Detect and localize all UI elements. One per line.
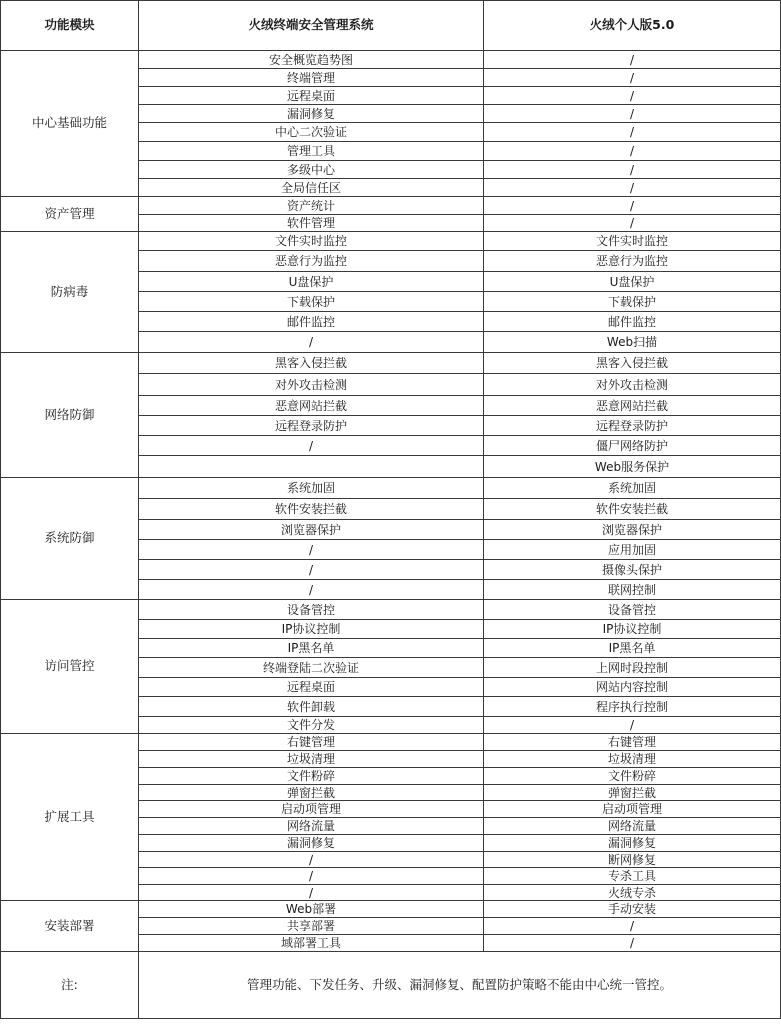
enterprise-feature-cell: 远程桌面 [139, 87, 484, 105]
enterprise-feature-cell: 文件粉碎 [139, 768, 484, 785]
personal-feature-cell: / [484, 197, 781, 215]
enterprise-feature-cell: 设备管控 [139, 600, 484, 620]
enterprise-feature-cell [139, 456, 484, 478]
enterprise-feature-cell: 文件分发 [139, 717, 484, 734]
enterprise-feature-cell: 系统加固 [139, 478, 484, 499]
enterprise-feature-cell: 恶意网站拦截 [139, 396, 484, 416]
enterprise-feature-cell: 对外攻击检测 [139, 374, 484, 396]
personal-feature-cell: 僵尸网络防护 [484, 436, 781, 456]
enterprise-feature-cell: IP协议控制 [139, 620, 484, 639]
header-personal: 火绒个人版5.0 [484, 1, 781, 51]
personal-feature-cell: 网站内容控制 [484, 678, 781, 697]
table-row [1, 901, 781, 918]
personal-feature-cell: / [484, 179, 781, 197]
enterprise-feature-cell: / [139, 868, 484, 885]
enterprise-feature-cell: / [139, 885, 484, 901]
personal-feature-cell: 应用加固 [484, 540, 781, 560]
personal-feature-cell: 断网修复 [484, 852, 781, 868]
enterprise-feature-cell: / [139, 580, 484, 600]
enterprise-feature-cell: 浏览器保护 [139, 520, 484, 540]
personal-feature-cell: 程序执行控制 [484, 697, 781, 717]
personal-feature-cell: Web扫描 [484, 332, 781, 353]
enterprise-feature-cell: U盘保护 [139, 272, 484, 292]
personal-feature-cell: 下载保护 [484, 292, 781, 312]
personal-feature-cell: / [484, 105, 781, 123]
table-row [1, 600, 781, 620]
personal-feature-cell: 网络流量 [484, 818, 781, 835]
enterprise-feature-cell: 黑客入侵拦截 [139, 353, 484, 374]
table-row [1, 353, 781, 374]
enterprise-feature-cell: 垃圾清理 [139, 751, 484, 768]
module-cell: 扩展工具 [1, 734, 139, 901]
enterprise-feature-cell: Web部署 [139, 901, 484, 918]
personal-feature-cell: 浏览器保护 [484, 520, 781, 540]
personal-feature-cell: 垃圾清理 [484, 751, 781, 768]
personal-feature-cell: IP协议控制 [484, 620, 781, 639]
enterprise-feature-cell: 远程登录防护 [139, 416, 484, 436]
table-row [1, 51, 781, 69]
personal-feature-cell: 软件安装拦截 [484, 499, 781, 520]
personal-feature-cell: / [484, 51, 781, 69]
enterprise-feature-cell: 软件安装拦截 [139, 499, 484, 520]
personal-feature-cell: / [484, 717, 781, 734]
enterprise-feature-cell: 启动项管理 [139, 801, 484, 818]
enterprise-feature-cell: 漏洞修复 [139, 105, 484, 123]
module-cell: 防病毒 [1, 232, 139, 353]
personal-feature-cell: 系统加固 [484, 478, 781, 499]
enterprise-feature-cell: 软件卸载 [139, 697, 484, 717]
personal-feature-cell: 恶意网站拦截 [484, 396, 781, 416]
personal-feature-cell: / [484, 87, 781, 105]
note-text: 管理功能、下发任务、升级、漏洞修复、配置防护策略不能由中心统一管控。 [139, 952, 781, 1019]
enterprise-feature-cell: / [139, 852, 484, 868]
note-row [1, 952, 781, 1019]
personal-feature-cell: 火绒专杀 [484, 885, 781, 901]
personal-feature-cell: 专杀工具 [484, 868, 781, 885]
module-cell: 网络防御 [1, 353, 139, 478]
personal-feature-cell: / [484, 215, 781, 232]
personal-feature-cell: IP黑名单 [484, 639, 781, 658]
personal-feature-cell: 右键管理 [484, 734, 781, 751]
personal-feature-cell: 文件粉碎 [484, 768, 781, 785]
table-row [1, 197, 781, 215]
personal-feature-cell: U盘保护 [484, 272, 781, 292]
personal-feature-cell: 远程登录防护 [484, 416, 781, 436]
personal-feature-cell: 联网控制 [484, 580, 781, 600]
enterprise-feature-cell: 中心二次验证 [139, 123, 484, 142]
enterprise-feature-cell: 安全概览趋势图 [139, 51, 484, 69]
personal-feature-cell: / [484, 123, 781, 142]
enterprise-feature-cell: 终端登陆二次验证 [139, 658, 484, 678]
personal-feature-cell: / [484, 918, 781, 935]
personal-feature-cell: 邮件监控 [484, 312, 781, 332]
enterprise-feature-cell: / [139, 540, 484, 560]
table-body [1, 51, 781, 1019]
personal-feature-cell: 漏洞修复 [484, 835, 781, 852]
enterprise-feature-cell: 恶意行为监控 [139, 251, 484, 272]
personal-feature-cell: / [484, 142, 781, 161]
module-cell: 中心基础功能 [1, 51, 139, 197]
table-row [1, 478, 781, 499]
enterprise-feature-cell: 漏洞修复 [139, 835, 484, 852]
note-label: 注: [1, 952, 139, 1019]
enterprise-feature-cell: 文件实时监控 [139, 232, 484, 251]
enterprise-feature-cell: 软件管理 [139, 215, 484, 232]
enterprise-feature-cell: 邮件监控 [139, 312, 484, 332]
enterprise-feature-cell: 下载保护 [139, 292, 484, 312]
enterprise-feature-cell: / [139, 560, 484, 580]
personal-feature-cell: 对外攻击检测 [484, 374, 781, 396]
personal-feature-cell: 摄像头保护 [484, 560, 781, 580]
header-module: 功能模块 [1, 1, 139, 51]
enterprise-feature-cell: 管理工具 [139, 142, 484, 161]
enterprise-feature-cell: 多级中心 [139, 161, 484, 179]
personal-feature-cell: / [484, 69, 781, 87]
enterprise-feature-cell: 共享部署 [139, 918, 484, 935]
module-cell: 资产管理 [1, 197, 139, 232]
personal-feature-cell: / [484, 161, 781, 179]
header-row [1, 1, 781, 51]
personal-feature-cell: 文件实时监控 [484, 232, 781, 251]
personal-feature-cell: 弹窗拦截 [484, 785, 781, 801]
personal-feature-cell: 手动安装 [484, 901, 781, 918]
enterprise-feature-cell: / [139, 436, 484, 456]
personal-feature-cell: / [484, 935, 781, 952]
enterprise-feature-cell: 弹窗拦截 [139, 785, 484, 801]
module-cell: 安装部署 [1, 901, 139, 952]
header-enterprise: 火绒终端安全管理系统 [139, 1, 484, 51]
enterprise-feature-cell: IP黑名单 [139, 639, 484, 658]
enterprise-feature-cell: 远程桌面 [139, 678, 484, 697]
module-cell: 访问管控 [1, 600, 139, 734]
module-cell: 系统防御 [1, 478, 139, 600]
personal-feature-cell: 设备管控 [484, 600, 781, 620]
personal-feature-cell: 黑客入侵拦截 [484, 353, 781, 374]
enterprise-feature-cell: 网络流量 [139, 818, 484, 835]
personal-feature-cell: Web服务保护 [484, 456, 781, 478]
personal-feature-cell: 恶意行为监控 [484, 251, 781, 272]
enterprise-feature-cell: / [139, 332, 484, 353]
enterprise-feature-cell: 终端管理 [139, 69, 484, 87]
table-row [1, 232, 781, 251]
personal-feature-cell: 上网时段控制 [484, 658, 781, 678]
enterprise-feature-cell: 资产统计 [139, 197, 484, 215]
enterprise-feature-cell: 全局信任区 [139, 179, 484, 197]
enterprise-feature-cell: 域部署工具 [139, 935, 484, 952]
enterprise-feature-cell: 右键管理 [139, 734, 484, 751]
personal-feature-cell: 启动项管理 [484, 801, 781, 818]
table-row [1, 734, 781, 751]
